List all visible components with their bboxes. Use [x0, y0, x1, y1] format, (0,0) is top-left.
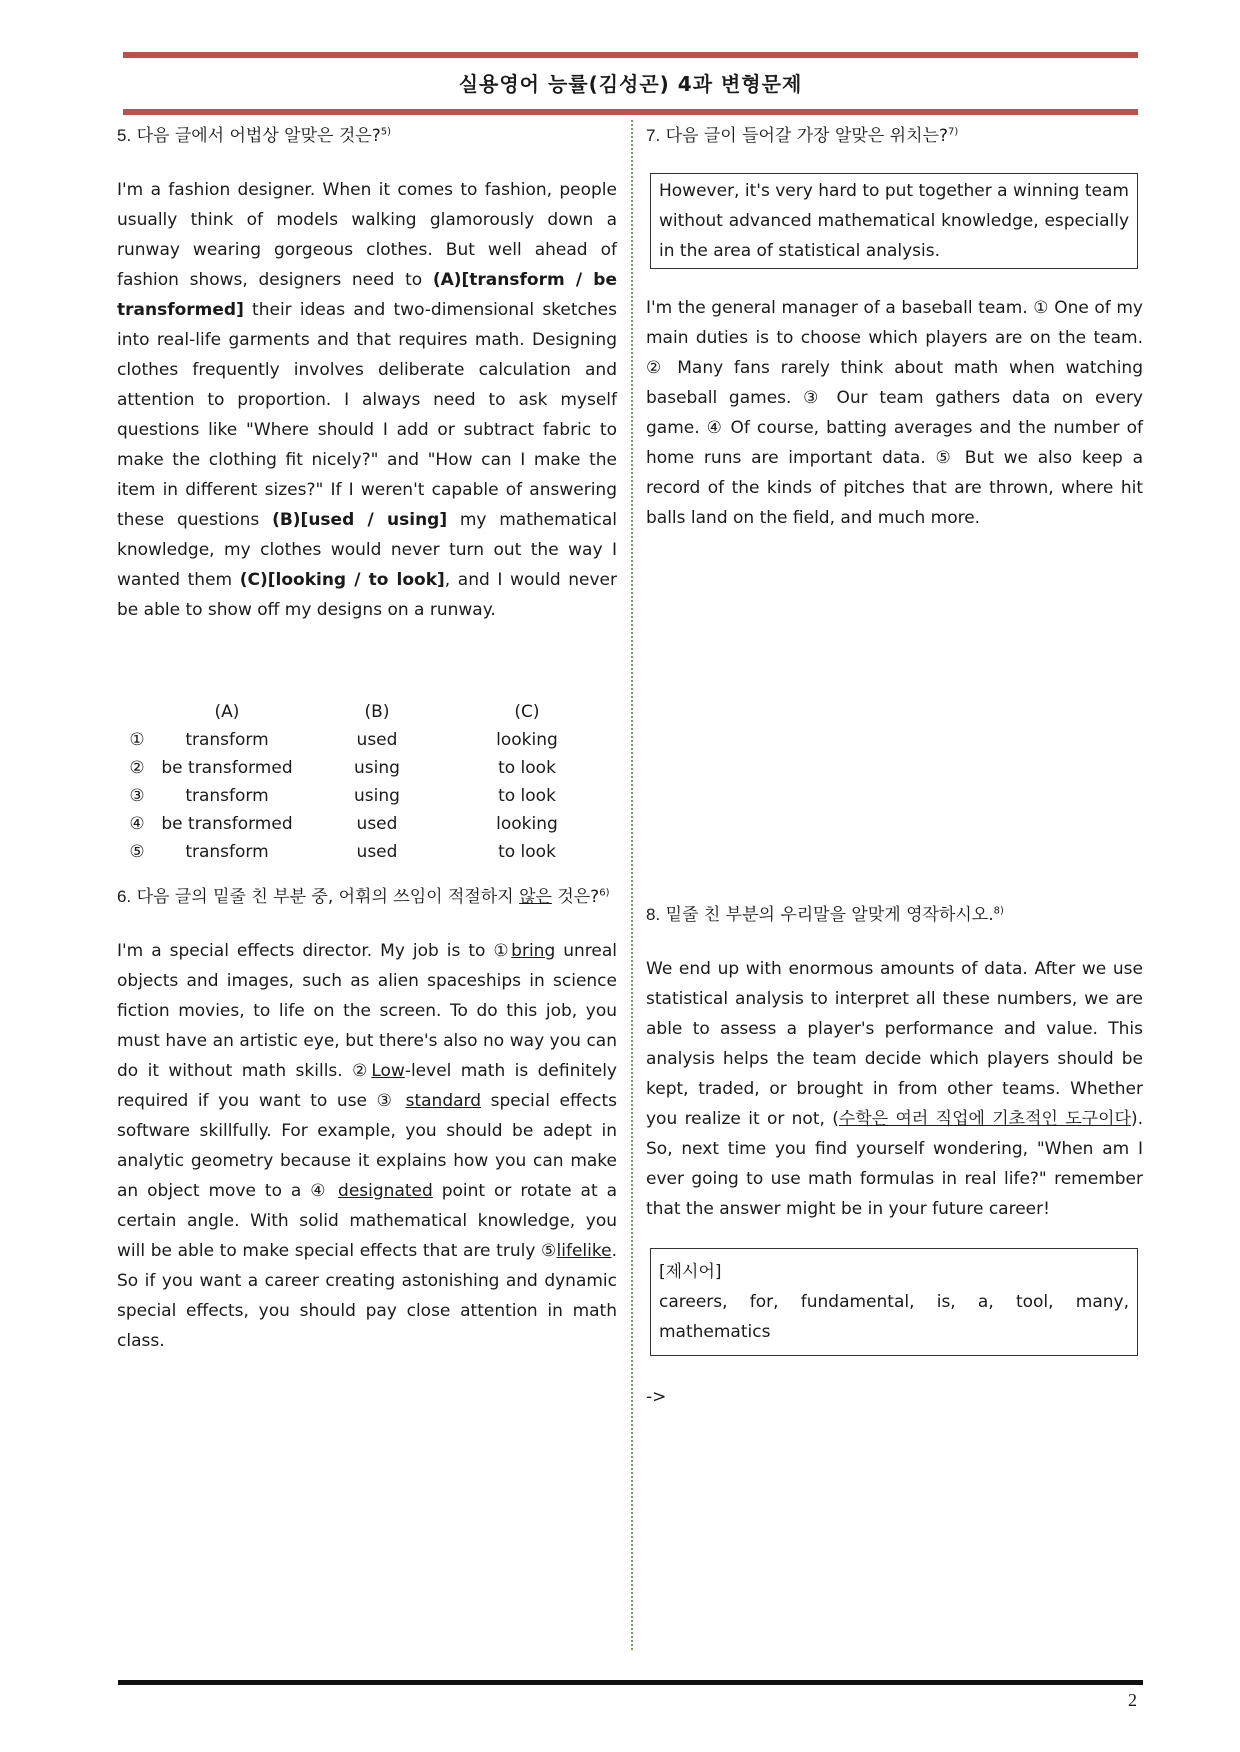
choice-c: to look [498, 786, 556, 806]
choice-b: used [356, 842, 398, 862]
question-number: 7. [646, 126, 661, 145]
passage-text: We end up with enormous amounts of data. After we use statistical analysis to interpret all these numbers, we are able to assess a player's performance and value. This analysis helps the team decide which players should be kept, traded, or brought in from other teams. Whether you realize it or not, ( [646, 959, 1143, 1129]
underlined-korean: 수학은 여러 직업에 기초적인 도구이다 [838, 1109, 1131, 1129]
choice-header-b: (B) [364, 702, 390, 722]
question-6-passage [117, 936, 617, 1356]
blank-c: (C)[looking / to look] [239, 570, 445, 590]
footnote-marker: 7) [947, 126, 959, 138]
page-number: 2 [1128, 1690, 1137, 1710]
question-number: 5. [117, 126, 132, 145]
underlined-word: bring [511, 941, 556, 961]
choice-b: used [356, 814, 398, 834]
passage-text: ). So, next time you find yourself wondering, "When am I ever going to use math formulas in real life?" remember that the answer might be in your future career! [646, 1109, 1143, 1219]
passage-text: , and I would never be able to show off my designs on a runway. [117, 570, 618, 620]
question-5 [117, 121, 617, 625]
page-title: 실용영어 능률(김성곤) 4과 변형문제 [458, 72, 803, 96]
choice-mark: ③ [376, 1091, 397, 1111]
footnote-marker: 6) [599, 887, 610, 899]
question-8 [646, 900, 1143, 1412]
question-5-passage [117, 175, 617, 625]
insert-sentence-box [650, 173, 1138, 269]
footnote-marker: 8) [993, 905, 1004, 917]
question-8-passage [646, 954, 1143, 1224]
choice-c: looking [496, 814, 558, 834]
answer-line: -> [646, 1387, 667, 1407]
choice-b: using [354, 786, 400, 806]
blank-a: (A)[transform / be transformed] [117, 270, 617, 320]
passage-text: . So if you want a career creating astonishing and dynamic special effects, you should pay close attention in math class. [117, 1241, 617, 1351]
footer-rule [118, 1680, 1143, 1685]
choice-mark: ④ [129, 814, 145, 834]
hint-label: [제시어] [659, 1262, 722, 1282]
choice-mark: ② [352, 1061, 372, 1081]
underlined-word: designated [338, 1181, 433, 1201]
question-number: 6. [117, 887, 132, 906]
passage-text: I'm a special effects director. My job is to [117, 941, 494, 961]
passage-text: I'm a fashion designer. When it comes to fashion, people usually think of models walking glamorously down a runway wearing gorgeous clothes. But well ahead of fashion shows, designers need to [117, 180, 617, 290]
question-text: 다음 글의 밑줄 친 부분 중, 어휘의 쓰임이 적절하지 [131, 887, 520, 907]
hint-box [650, 1248, 1138, 1356]
choice-header-c: (C) [514, 702, 540, 722]
choice-mark: ② [129, 758, 145, 778]
insert-sentence: However, it's very hard to put together a winning team without advanced mathematical knowledge, especially in the area of statistical analysis. [659, 181, 1129, 261]
choice-row [122, 726, 602, 754]
question-text: 것은? [551, 887, 600, 907]
choice-mark: ③ [129, 786, 145, 806]
choice-mark: ① [129, 730, 145, 750]
blank-b: (B)[used / using] [272, 510, 448, 530]
question-7-passage: I'm the general manager of a baseball team. ① One of my main duties is to choose which players are on the team. ② Many fans rarely think about math when watching baseball games. ③ Our team gathers data on every game. ④ Of course, batting averages and the number of home runs are important data. ⑤ But we also keep a record of the kinds of pitches that are thrown, where hit balls land on the field, and much more. [646, 298, 1143, 528]
header-top-rule [123, 52, 1138, 58]
passage-text: special effects software skillfully. For example, you should be adept in analytic geometry because it explains how you can make an object move to a [117, 1091, 617, 1201]
choice-header-a: (A) [214, 702, 240, 722]
underlined-word: Low [371, 1061, 405, 1081]
footnote-marker: 5) [380, 126, 391, 138]
choice-c: looking [496, 730, 558, 750]
choice-mark: ⑤ [541, 1241, 557, 1261]
underlined-word: standard [405, 1091, 482, 1111]
choice-mark: ④ [310, 1181, 330, 1201]
choice-a: transform [185, 786, 269, 806]
question-6 [117, 882, 617, 1356]
question-text: 밑줄 친 부분의 우리말을 알맞게 영작하시오. [660, 905, 994, 925]
choice-c: to look [498, 842, 556, 862]
question-7 [646, 121, 1143, 533]
choices-header-row [122, 698, 602, 726]
question-text: 다음 글에서 어법상 알맞은 것은? [131, 126, 381, 146]
header-bottom-rule [123, 109, 1138, 115]
choice-a: be transformed [161, 758, 293, 778]
question-5-prompt [117, 121, 617, 151]
choice-c: to look [498, 758, 556, 778]
passage-text: -level math is definitely required if you want to use [117, 1061, 617, 1111]
choice-row [122, 754, 602, 782]
choice-row [122, 782, 602, 810]
choice-row [122, 810, 602, 838]
passage-text: my mathematical knowledge, my clothes would never turn out the way I wanted them [117, 510, 617, 590]
question-7-prompt [646, 121, 1143, 151]
question-number: 8. [646, 905, 661, 924]
choice-b: used [356, 730, 398, 750]
question-8-prompt [646, 900, 1143, 930]
choice-mark: ⑤ [129, 842, 145, 862]
choice-a: transform [185, 730, 269, 750]
passage-text: point or rotate at a certain angle. With solid mathematical knowledge, you will be able to make special effects that are truly [117, 1181, 617, 1261]
choice-a: transform [185, 842, 269, 862]
question-6-prompt [117, 882, 617, 912]
column-divider [631, 120, 633, 1650]
question-5-choices [122, 698, 602, 866]
choice-row [122, 838, 602, 866]
passage-text: unreal objects and images, such as alien spaceships in science fiction movies, to life on the screen. To do this job, you must have an artistic eye, but there's also no way you can do it without math skills. [117, 941, 617, 1081]
choice-a: be transformed [161, 814, 293, 834]
choice-mark: ① [493, 941, 512, 961]
question-text-underlined: 않은 [519, 887, 552, 907]
choice-b: using [354, 758, 400, 778]
underlined-word: lifelike [556, 1241, 612, 1261]
hint-words: careers, for, fundamental, is, a, tool, many, mathematics [659, 1292, 1129, 1342]
passage-text: their ideas and two-dimensional sketches into real-life garments and that requires math. Designing clothes frequently involves deliberate calculation and attention to proportion. I always need to ask myself questions like "Where should I add or subtract fabric to make the clothing fit nicely?" and "How can I make the item in different sizes?" If I weren't capable of answering these questions [117, 300, 617, 530]
question-text: 다음 글이 들어갈 가장 알맞은 위치는? [660, 126, 948, 146]
